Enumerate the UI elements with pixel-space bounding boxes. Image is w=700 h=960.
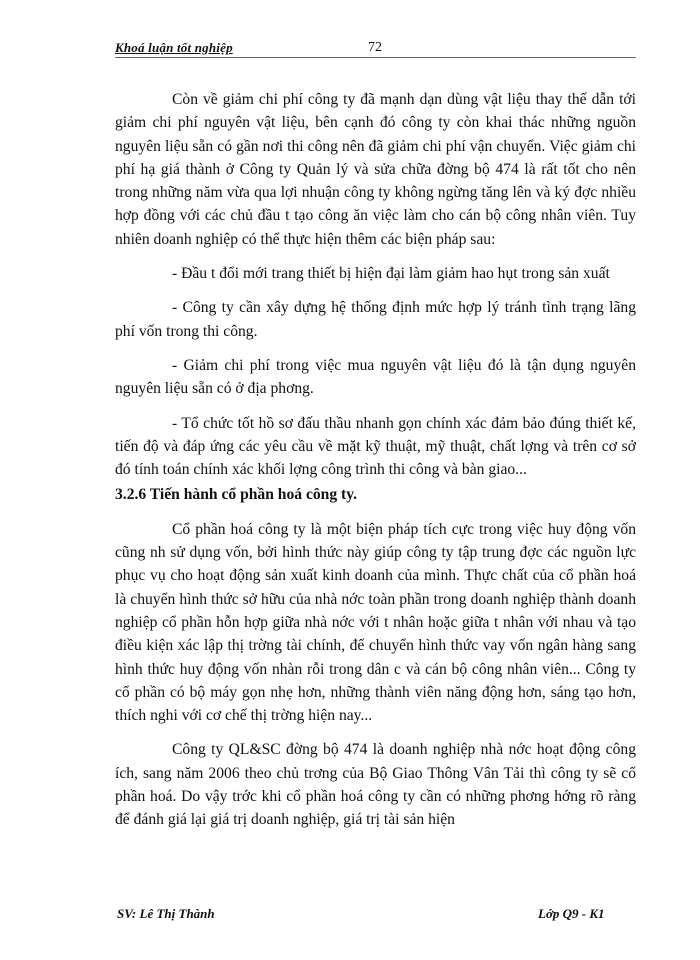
document-body [115,88,636,832]
paragraph-cost-reduction: Còn về giảm chi phí công ty đã mạnh dạn dùng vật liệu thay thế dẫn tới giảm chi phí nguyên vật liệu, bên cạnh đó công ty còn khai thác những nguồn nguyên liệu sẵn có gần nơi thi công nên đã giảm chi phí vận chuyển. Việc giảm chi phí hạ giá thành ở Công ty Quản lý và sửa chữa đờng bộ 474 là rất tốt cho nên trong những năm vừa qua lợi nhuận công ty không ngừng tăng lên và ký đợc nhiều hợp đồng với các chủ đầu t tạo công ăn việc làm cho cán bộ công nhân viên. Tuy nhiên doanh nghiệp có thể thực hiện thêm các biện pháp sau: [115,91,636,248]
page-header [115,40,636,58]
footer-author: SV: Lê Thị Thành [117,906,215,921]
bullet-bidding-documents: - Tổ chức tốt hồ sơ đấu thầu nhanh gọn chính xác đảm bảo đúng thiết kế, tiến độ và đáp ứng các yêu cầu về mặt kỹ thuật, mỹ thuật, chất lợng và trên cơ sở đó tính toán chính xác khối lợng công trình thi công và bàn giao... [115,414,636,479]
header-title: Khoá luận tốt nghiệp [115,40,233,55]
bullet-local-materials: - Giảm chi phí trong việc mua nguyên vật liệu đó là tận dụng nguyên nguyên liệu sẵn có ở địa phơng. [115,356,636,398]
page-number: 72 [368,40,382,55]
bullet-equipment-investment: - Đầu t đổi mới trang thiết bị hiện đại làm giảm hao hụt trong sản xuất [172,265,610,283]
footer-class: Lớp Q9 - K1 [538,906,605,921]
bullet-norm-system: - Công ty cần xây dựng hệ thống định mức hợp lý tránh tình trạng lãng phí vốn trong thi công. [115,299,636,340]
paragraph-company-474: Công ty QL&SC đờng bộ 474 là doanh nghiệp nhà nớc hoạt động công ích, sang năm 2006 theo chủ trơng của Bộ Giao Thông Vân Tải thì công ty sẽ cổ phần hoá. Do vậy trớc khi cổ phần hoá công ty cần có những phơng hớng rõ ràng để đánh giá lại giá trị doanh nghiệp, giá trị tài sản hiện [115,741,636,829]
paragraph-equitization: Cổ phần hoá công ty là một biện pháp tích cực trong việc huy động vốn cũng nh sử dụng vốn, bởi hình thức này giúp công ty tập trung đợc các nguồn lực phục vụ cho hoạt động sản xuất kinh doanh của mình. Thực chất của cổ phần hoá là chuyển hình thức sở hữu của nhà nớc toàn phần trong doanh nghiệp thành doanh nghiệp cổ phần hỗn hợp giữa nhà nớc với t nhân hoặc giữa t nhân với nhau và tạo điều kiện xác lập thị trờng tài chính, để chuyển hình thức vay vốn ngân hàng sang hình thức huy động vốn nhàn rỗi trong dân c và cán bộ công nhân viên... Công ty cổ phần có bộ máy gọn nhẹ hơn, những thành viên năng động hơn, sáng tạo hơn, thích nghi với cơ chế thị trờng hiện nay... [115,520,636,725]
section-heading: 3.2.6 Tiến hành cổ phần hoá công ty. [115,486,358,504]
